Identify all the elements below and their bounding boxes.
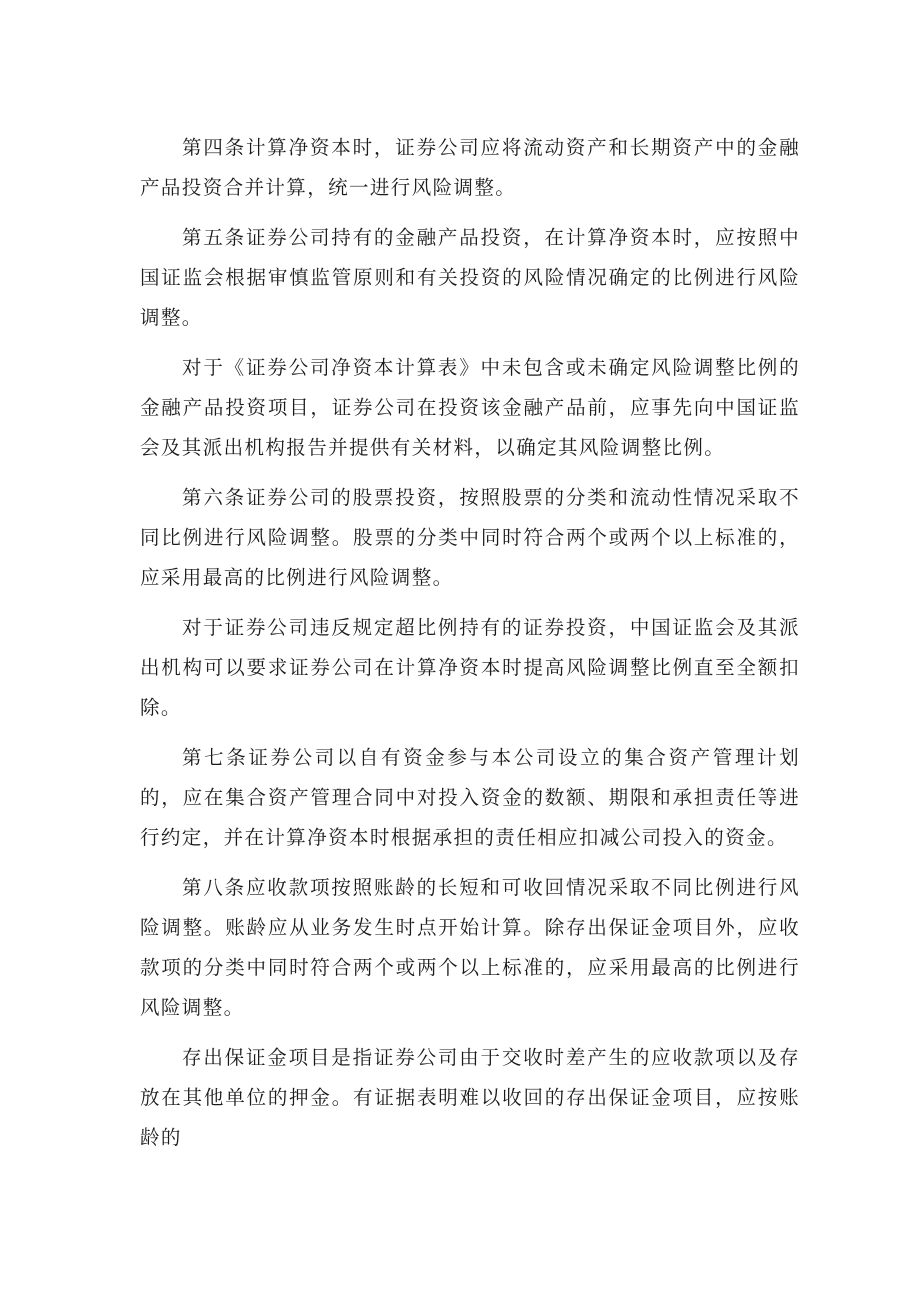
paragraph-article-5: 第五条证券公司持有的金融产品投资，在计算净资本时，应按照中国证监会根据审慎监管原则和有关投资的风险情况确定的比例进行风险调整。 [140,226,800,329]
document-body [140,128,800,1168]
paragraph-article-8-supplement: 存出保证金项目是指证券公司由于交收时差产生的应收款项以及存放在其他单位的押金。有证据表明难以收回的存出保证金项目，应按账龄的 [140,1046,800,1149]
paragraph-article-6: 第六条证券公司的股票投资，按照股票的分类和流动性情况采取不同比例进行风险调整。股票的分类中同时符合两个或两个以上标准的，应采用最高的比例进行风险调整。 [140,486,800,589]
paragraph-article-8: 第八条应收款项按照账龄的长短和可收回情况采取不同比例进行风险调整。账龄应从业务发生时点开始计算。除存出保证金项目外，应收款项的分类中同时符合两个或两个以上标准的，应采用最高的比例进行风险调整。 [140,876,800,1019]
paragraph-article-5-supplement: 对于《证券公司净资本计算表》中未包含或未确定风险调整比例的金融产品投资项目，证券公司在投资该金融产品前，应事先向中国证监会及其派出机构报告并提供有关材料，以确定其风险调整比例。 [140,356,800,459]
paragraph-article-6-supplement: 对于证券公司违反规定超比例持有的证券投资，中国证监会及其派出机构可以要求证券公司在计算净资本时提高风险调整比例直至全额扣除。 [140,616,800,719]
paragraph-article-7: 第七条证券公司以自有资金参与本公司设立的集合资产管理计划的，应在集合资产管理合同中对投入资金的数额、期限和承担责任等进行约定，并在计算净资本时根据承担的责任相应扣减公司投入的资金。 [140,746,800,849]
paragraph-article-4: 第四条计算净资本时，证券公司应将流动资产和长期资产中的金融产品投资合并计算，统一进行风险调整。 [140,136,800,199]
